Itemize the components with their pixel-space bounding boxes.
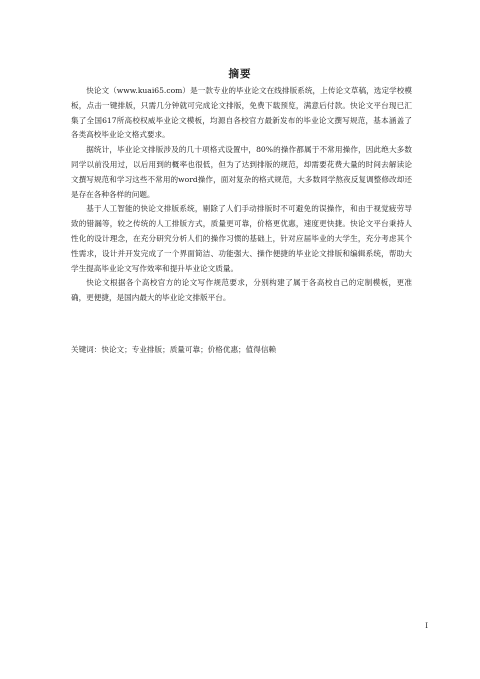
abstract-title: 摘要	[228, 68, 252, 80]
abstract-body	[71, 84, 412, 306]
abstract-paragraph-3: 基于人工智能的快论文排版系统，剔除了人们手动排版时不可避免的误操作，和由于视觉疲劳导致的错漏等，较之传统的人工排版方式，质量更可靠，价格更优惠，速度更快捷。快论文平台秉持人性化的设计理念，在充分研究分析人们的操作习惯的基础上，针对应届毕业的大学生，充分考虑其个性需求，设计并开发完成了一个界面简洁、功能强大、操作便捷的毕业论文排版和编辑系统，帮助大学生提高毕业论文写作效率和提升毕业论文质量。	[71, 204, 412, 273]
page-number: I	[425, 622, 428, 630]
abstract-paragraph-1: 快论文（www.kuai65.com）是一款专业的毕业论文在线排版系统，上传论文草稿，选定学校模板，点击一键排版，只需几分钟就可完成论文排版，免费下载预览，满意后付款。快论文平台现已汇集了全国617所高校权威毕业论文模板，均源自各校官方最新发布的毕业论文撰写规范，基本涵盖了各类高校毕业论文格式要求。	[71, 86, 412, 140]
abstract-paragraph-2: 据统计，毕业论文排版涉及的几十项格式设置中，80%的操作都属于不常用操作，因此绝大多数同学以前没用过，以后用到的概率也很低，但为了达到排版的规范，却需要花费大量的时间去解读论文撰写规范和学习这些不常用的word操作，面对复杂的格式规范，大多数同学熬夜反复调整修改却还是存在各种各样的问题。	[71, 145, 412, 199]
abstract-paragraph-4: 快论文根据各个高校官方的论文写作规范要求，分别构建了属于各高校自己的定制模板，更准确，更便捷，是国内最大的毕业论文排版平台。	[71, 278, 412, 303]
keywords-line: 关键词：快论文；专业排版；质量可靠；价格优惠；值得信赖	[71, 345, 277, 354]
